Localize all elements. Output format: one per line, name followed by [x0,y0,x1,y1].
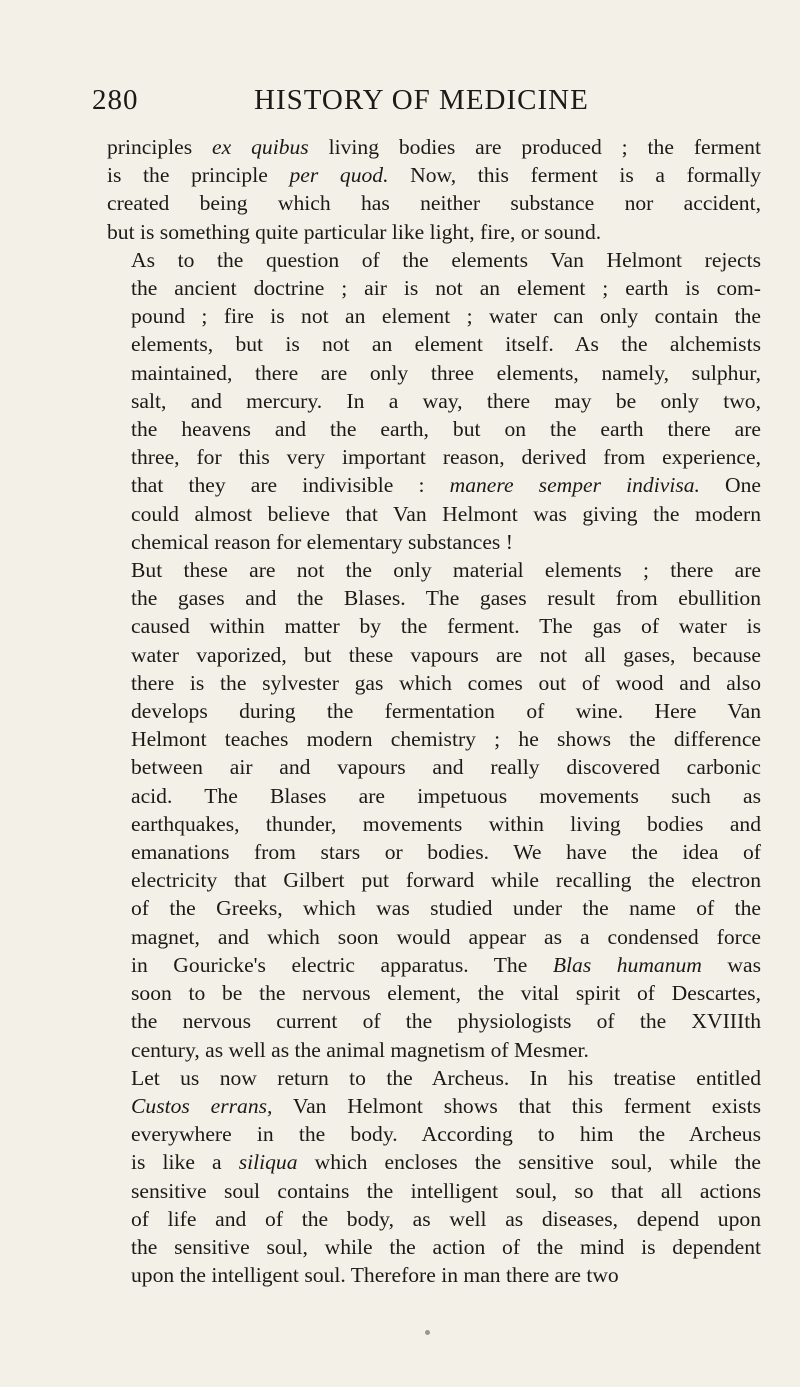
text-run: could almost believe that Van Helmont was giving the modern [131,501,761,526]
italic-term: per quod. [289,163,389,188]
text-run: living bodies are produced ; the ferment [308,135,761,159]
text-run: emanations from stars or bodies. We have the idea of [131,840,761,865]
text-line [107,753,761,781]
text-run: caused within matter by the ferment. The gas of water is [131,614,761,639]
text-run: is the principle [107,163,290,188]
text-run: that they are indivisible : [131,473,450,498]
text-run: One [699,473,761,498]
text-line [107,528,761,556]
text-run: Let us now return to the Archeus. In his treatise entitled [131,1065,761,1090]
text-line [107,1007,761,1035]
text-line [107,274,761,302]
text-run: Helmont teaches modern chemistry ; he shows the difference [131,727,761,752]
text-run: earthquakes, thunder, movements within living bodies and [131,811,761,836]
text-run: As to the question of the elements Van Helmont rejects [131,247,761,272]
text-run: principles [107,135,213,159]
text-run: But these are not the only material elements ; there are [131,558,761,583]
text-run: salt, and mercury. In a way, there may be only two, [131,388,761,413]
text-line [107,387,761,415]
text-line [107,246,761,274]
italic-term: siliqua [238,1150,298,1175]
text-line [107,471,761,499]
text-line [107,1092,761,1120]
text-line [107,161,761,189]
text-line [107,669,761,697]
text-line [107,641,761,669]
italic-term: Blas humanum [552,952,702,977]
text-line [107,443,761,471]
running-head: HISTORY OF MEDICINE [254,84,589,116]
text-line [107,1177,761,1205]
text-run: is like a [131,1150,239,1175]
text-line [107,359,761,387]
text-run: elements, but is not an element itself. As the alchemists [131,332,761,357]
text-line [107,302,761,330]
text-run: of the Greeks, which was studied under the name of the [131,896,761,921]
text-run: acid. The Blases are impetuous movements such as [131,783,761,808]
text-line [107,1036,761,1064]
text-line [107,500,761,528]
ink-speck [425,1330,430,1335]
text-line [107,810,761,838]
text-run: the sensitive soul, while the action of the mind is dependent [131,1234,761,1259]
text-run: Van Helmont shows that this ferment exists [272,1093,761,1118]
text-line [107,1233,761,1261]
text-line [107,866,761,894]
text-line [107,415,761,443]
text-run: three, for this very important reason, derived from experience, [131,445,761,470]
text-line [107,979,761,1007]
text-run: there is the sylvester gas which comes out of wood and also [131,670,761,695]
paragraph [107,246,761,556]
text-run: water vaporized, but these vapours are not all gases, because [131,642,761,667]
text-line [107,1261,761,1289]
italic-term: ex quibus [212,135,309,159]
text-line [107,725,761,753]
paragraph [107,556,761,1064]
text-line [107,1148,761,1176]
text-run: magnet, and which soon would appear as a condensed force [131,924,761,949]
paragraph [107,133,761,246]
text-run: electricity that Gilbert put forward while recalling the electron [131,868,761,893]
text-run: between air and vapours and really discovered carbonic [131,755,761,780]
text-line [107,218,761,246]
text-run: the ancient doctrine ; air is not an element ; earth is com- [131,276,761,301]
text-run: develops during the fermentation of wine. Here Van [131,699,761,724]
text-run: Now, this ferment is a formally [388,163,761,188]
text-run: pound ; fire is not an element ; water can only contain the [131,304,761,329]
text-line [107,330,761,358]
italic-term: manere semper indivisa. [449,473,700,498]
text-run: of life and of the body, as well as diseases, depend upon [131,1206,761,1231]
page-number: 280 [92,84,139,116]
text-run: the gases and the Blases. The gases result from ebullition [131,586,761,611]
text-run: soon to be the nervous element, the vital spirit of Descartes, [131,981,761,1006]
paragraph [107,1064,761,1290]
text-run: in Gouricke's electric apparatus. The [131,952,553,977]
text-run: sensitive soul contains the intelligent soul, so that all actions [131,1178,761,1203]
text-run: created being which has neither substance nor accident, [107,191,761,216]
text-run: everywhere in the body. According to him the Archeus [131,1122,761,1147]
text-line [107,1120,761,1148]
text-line [107,894,761,922]
text-run: which encloses the sensitive soul, while the [297,1150,761,1175]
body-text [107,133,761,1289]
text-line [107,612,761,640]
text-run: was [701,952,761,977]
text-run: chemical reason for elementary substances ! [131,529,513,554]
text-line [107,1205,761,1233]
italic-term: Custos errans, [131,1093,273,1118]
text-line [107,584,761,612]
text-line [107,556,761,584]
text-line [107,838,761,866]
text-run: the nervous current of the physiologists of the XVIIIth [131,1009,761,1034]
text-line [107,697,761,725]
text-run: upon the intelligent soul. Therefore in man there are two [131,1263,619,1288]
text-line [107,782,761,810]
text-run: century, as well as the animal magnetism of Mesmer. [131,1037,589,1062]
text-line [107,133,761,161]
text-run: but is something quite particular like light, fire, or sound. [107,219,602,244]
text-line [107,923,761,951]
text-line [107,189,761,217]
text-run: the heavens and the earth, but on the earth there are [131,417,761,442]
text-line [107,1064,761,1092]
text-run: maintained, there are only three elements, namely, sulphur, [131,360,761,385]
text-line [107,951,761,979]
